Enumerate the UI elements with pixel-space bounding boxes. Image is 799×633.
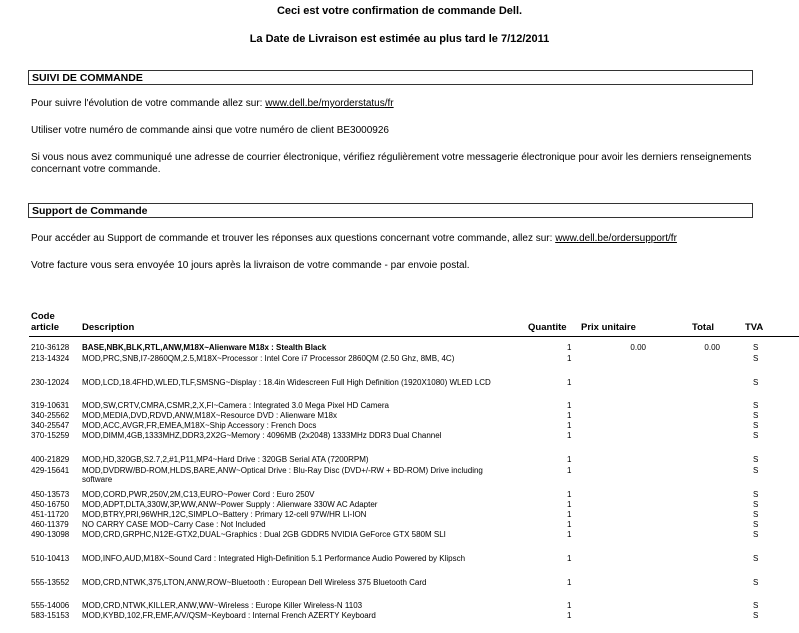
item-quantity-cell: 1 (567, 578, 572, 587)
col-header-description: Description (82, 322, 135, 333)
item-tva-cell: S (753, 601, 759, 610)
suivi-paragraph-3: Si vous nous avez communiqué une adresse de courrier électronique, vérifiez régulièrement votre messagerie électronique pour avoir les derniers renseignements concernant votre commande. (31, 152, 752, 175)
order-support-link[interactable]: www.dell.be/ordersupport/fr (555, 233, 677, 244)
item-quantity-cell: 1 (567, 500, 572, 509)
item-tva-cell: S (753, 466, 759, 475)
item-tva-cell: S (753, 378, 759, 387)
item-code-cell: 230-12024 (31, 378, 70, 387)
col-header-code-line1: Code (31, 311, 55, 322)
item-code-cell: 490-13098 (31, 530, 70, 539)
item-code-cell: 450-16750 (31, 500, 70, 509)
table-header-divider (29, 336, 799, 337)
item-quantity-cell: 1 (567, 354, 572, 363)
col-header-prix: Prix unitaire (581, 322, 636, 333)
item-quantity-cell: 1 (567, 431, 572, 440)
item-quantity-cell: 1 (567, 421, 572, 430)
item-code-cell: 450-13573 (31, 490, 70, 499)
item-quantity-cell: 1 (567, 520, 572, 529)
item-quantity-cell: 1 (567, 378, 572, 387)
item-tva-cell: S (753, 500, 759, 509)
suivi-paragraph-1 (31, 98, 761, 110)
item-quantity-cell: 1 (567, 510, 572, 519)
support-section-title: Support de Commande (28, 203, 753, 218)
order-status-link[interactable]: www.dell.be/myorderstatus/fr (265, 98, 394, 109)
item-code-cell: 210-36128 (31, 343, 70, 352)
suivi-paragraph-2: Utiliser votre numéro de commande ainsi que votre numéro de client BE3000926 (31, 125, 389, 136)
item-code-cell: 213-14324 (31, 354, 70, 363)
item-tva-cell: S (753, 343, 759, 352)
item-quantity-cell: 1 (567, 343, 572, 352)
item-description-cell: MOD,ADPT,DLTA,330W,3P,WW,ANW~Power Supply : Alienware 330W AC Adapter (82, 500, 378, 509)
item-description-cell: MOD,PRC,SNB,I7-2860QM,2.5,M18X~Processor : Intel Core i7 Processor 2860QM (2.50 Ghz, 8MB, 4C) (82, 354, 455, 363)
item-tva-cell: S (753, 520, 759, 529)
item-code-cell: 319-10631 (31, 401, 70, 410)
item-tva-cell: S (753, 401, 759, 410)
item-description-cell: MOD,CORD,PWR,250V,2M,C13,EURO~Power Cord : Euro 250V (82, 490, 315, 499)
col-header-code (31, 311, 59, 333)
item-description-cell: MOD,DVDRW/BD-ROM,HLDS,BARE,ANW~Optical Drive : Blu-Ray Disc (DVD+/-RW + BD-ROM) Drive including software (82, 466, 483, 485)
item-tva-cell: S (753, 421, 759, 430)
item-unit-price-cell: 0.00 (630, 343, 646, 352)
item-tva-cell: S (753, 530, 759, 539)
item-code-cell: 451-11720 (31, 510, 69, 519)
item-description-cell: MOD,LCD,18.4FHD,WLED,TLF,SMSNG~Display : 18.4in Widescreen Full High Definition (1920X1080) WLED LCD (82, 378, 491, 387)
item-quantity-cell: 1 (567, 466, 572, 475)
item-tva-cell: S (753, 490, 759, 499)
col-header-tva: TVA (745, 322, 764, 333)
item-description-cell: MOD,MEDIA,DVD,RDVD,ANW,M18X~Resource DVD : Alienware M18x (82, 411, 337, 420)
item-description-cell: MOD,DIMM,4GB,1333MHZ,DDR3,2X2G~Memory : 4096MB (2x2048) 1333MHz DDR3 Dual Channel (82, 431, 442, 440)
item-quantity-cell: 1 (567, 601, 572, 610)
item-quantity-cell: 1 (567, 401, 572, 410)
support-p1-text: Pour accéder au Support de commande et trouver les réponses aux questions concernant votre commande, allez sur: (31, 233, 556, 244)
col-header-total: Total (692, 322, 714, 333)
item-tva-cell: S (753, 354, 759, 363)
item-description-cell: BASE,NBK,BLK,RTL,ANW,M18X~Alienware M18x : Stealth Black (82, 343, 327, 352)
item-total-cell: 0.00 (704, 343, 720, 352)
item-tva-cell: S (753, 611, 759, 620)
item-quantity-cell: 1 (567, 490, 572, 499)
item-description-cell: MOD,ACC,AVGR,FR,EMEA,M18X~Ship Accessory : French Docs (82, 421, 317, 430)
item-description-cell: MOD,BTRY,PRI,96WHR,12C,SIMPLO~Battery : Primary 12-cell 97W/HR LI-ION (82, 510, 367, 519)
item-quantity-cell: 1 (567, 554, 572, 563)
item-description-cell: MOD,CRD,NTWK,KILLER,ANW,WW~Wireless : Europe Killer Wireless-N 1103 (82, 601, 363, 610)
item-quantity-cell: 1 (567, 611, 572, 620)
item-code-cell: 555-13552 (31, 578, 70, 587)
item-description-cell: MOD,INFO,AUD,M18X~Sound Card : Integrated High-Definition 5.1 Performance Audio Powered by Klipsch (82, 554, 466, 563)
item-code-cell: 555-14006 (31, 601, 70, 610)
item-description-cell: MOD,KYBD,102,FR,EMF,A/V/QSM~Keyboard : Internal French AZERTY Keyboard (82, 611, 376, 620)
item-code-cell: 510-10413 (31, 554, 70, 563)
item-code-cell: 370-15259 (31, 431, 70, 440)
confirmation-heading: Ceci est votre confirmation de commande Dell. (276, 5, 523, 17)
item-tva-cell: S (753, 554, 759, 563)
item-quantity-cell: 1 (567, 411, 572, 420)
support-paragraph-2: Votre facture vous sera envoyée 10 jours après la livraison de votre commande - par envoie postal. (31, 260, 470, 271)
col-header-quantite: Quantite (528, 322, 567, 333)
item-tva-cell: S (753, 411, 759, 420)
support-paragraph-1 (31, 233, 761, 245)
delivery-date-heading: La Date de Livraison est estimée au plus tard le 7/12/2011 (249, 33, 550, 45)
item-tva-cell: S (753, 510, 759, 519)
item-code-cell: 429-15641 (31, 466, 70, 475)
item-code-cell: 340-25547 (31, 421, 70, 430)
item-description-cell: NO CARRY CASE MOD~Carry Case : Not Included (82, 520, 266, 529)
item-quantity-cell: 1 (567, 530, 572, 539)
item-tva-cell: S (753, 431, 759, 440)
item-code-cell: 340-25562 (31, 411, 70, 420)
item-quantity-cell: 1 (567, 455, 572, 464)
item-code-cell: 400-21829 (31, 455, 70, 464)
item-code-cell: 583-15153 (31, 611, 70, 620)
item-description-cell: MOD,CRD,GRPHC,N12E-GTX2,DUAL~Graphics : Dual 2GB GDDR5 NVIDIA GeForce GTX 580M SLI (82, 530, 446, 539)
item-tva-cell: S (753, 578, 759, 587)
item-description-cell: MOD,SW,CRTV,CMRA,CSMR,2,X,FI~Camera : Integrated 3.0 Mega Pixel HD Camera (82, 401, 389, 410)
item-description-cell: MOD,HD,320GB,S2.7,2,#1,P11,MP4~Hard Drive : 320GB Serial ATA (7200RPM) (82, 455, 369, 464)
item-tva-cell: S (753, 455, 759, 464)
suivi-section-title: SUIVI DE COMMANDE (28, 70, 753, 85)
col-header-code-line2: article (31, 322, 59, 333)
suivi-p1-text: Pour suivre l'évolution de votre commande allez sur: (31, 98, 266, 109)
item-description-cell: MOD,CRD,NTWK,375,LTON,ANW,ROW~Bluetooth : European Dell Wireless 375 Bluetooth Card (82, 578, 427, 587)
item-code-cell: 460-11379 (31, 520, 69, 529)
